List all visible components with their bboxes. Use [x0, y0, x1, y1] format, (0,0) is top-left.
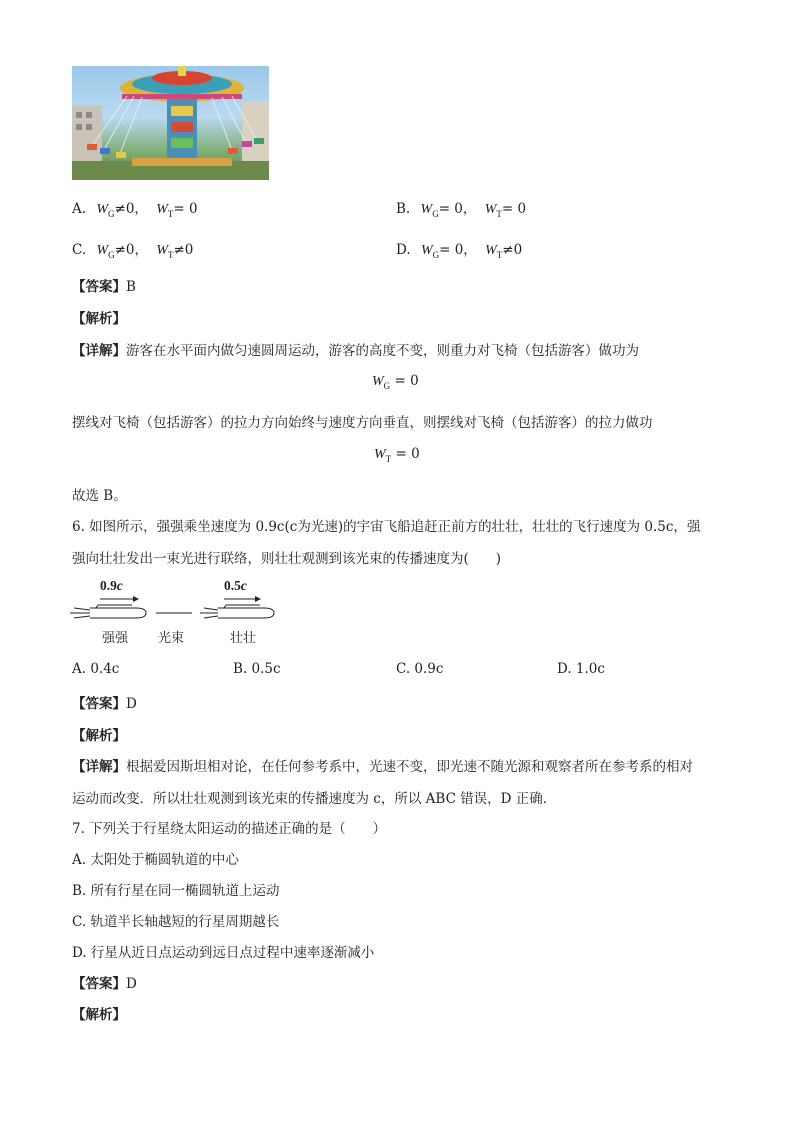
q7-stem: 7. 下列关于行星绕太阳运动的描述正确的是（ ） — [72, 821, 387, 837]
q6-spaceship-figure — [68, 578, 288, 646]
q7-option-b: B. 所有行星在同一椭圆轨道上运动 — [72, 883, 280, 899]
q6-detail-line-1: 【详解】根据爱因斯坦相对论，在任何参考系中，光速不变，即光速不随光源和观察者所在参考系的相对 — [72, 759, 693, 775]
q6-option-b: B. 0.5c — [233, 661, 281, 677]
spaceship-right-icon — [200, 605, 274, 618]
q5-detail-line-1: 【详解】游客在水平面内做匀速圆周运动，游客的高度不变，则重力对飞椅（包括游客）做功为 — [72, 343, 639, 359]
q6-option-d: D. 1.0c — [557, 661, 605, 677]
q7-option-a: A. 太阳处于椭圆轨道的中心 — [72, 852, 239, 868]
q5-detail-line-2: 摆线对飞椅（包括游客）的拉力方向始终与速度方向垂直，则摆线对飞椅（包括游客）的拉力做功 — [72, 415, 653, 431]
q5-option-c: C. $W_G\ne 0$， $W_T\ne 0$ — [72, 242, 194, 260]
spaceship-left-icon — [70, 605, 146, 618]
q6-analysis-label: 【解析】 — [72, 728, 126, 744]
speed-label-right: 0.5c — [224, 578, 247, 593]
q6-stem-line-2: 强向壮壮发出一束光进行联络，则壮壮观测到该光束的传播速度为( ) — [72, 551, 502, 567]
q5-equation-2: $W_T = 0$ — [374, 446, 420, 464]
label-qiangqiang: 强强 — [102, 631, 129, 646]
q5-conclusion: 故选 B。 — [72, 488, 127, 504]
q7-option-d: D. 行星从近日点运动到远日点过程中速率逐渐减小 — [72, 945, 375, 961]
label-light-beam: 光束 — [158, 631, 185, 646]
q5-option-d: D. $W_G= 0$， $W_T\ne 0$ — [396, 242, 523, 260]
q6-stem-line-1: 6. 如图所示，强强乘坐速度为 0.9c(c为光速)的宇宙飞船追赶正前方的壮壮，壮壮的飞行速度为 0.5c，强 — [72, 519, 701, 535]
q7-option-c: C. 轨道半长轴越短的行星周期越长 — [72, 914, 280, 930]
speed-label-left: 0.9c — [100, 578, 123, 593]
q5-answer: 【答案】B — [72, 279, 136, 295]
q6-option-a: A. 0.4c — [72, 661, 120, 677]
q6-answer: 【答案】D — [72, 696, 137, 712]
q6-detail-line-2: 运动而改变．所以壮壮观测到该光束的传播速度为 c，所以 ABC 错误，D 正确． — [72, 791, 557, 807]
q5-equation-1: $W_G = 0$ — [372, 373, 419, 391]
swing-ride-photo — [72, 66, 269, 180]
label-zhuangzhuang: 壮壮 — [230, 631, 257, 646]
q7-analysis-label: 【解析】 — [72, 1007, 126, 1023]
q5-option-b: B. $W_G= 0$， $W_T= 0$ — [396, 201, 527, 219]
q7-answer: 【答案】D — [72, 976, 137, 992]
q5-analysis-label: 【解析】 — [72, 311, 126, 327]
q6-option-c: C. 0.9c — [396, 661, 444, 677]
q5-option-a: A. $W_G\ne 0$， $W_T= 0$ — [72, 201, 198, 219]
swing-ride-illustration — [72, 66, 269, 180]
